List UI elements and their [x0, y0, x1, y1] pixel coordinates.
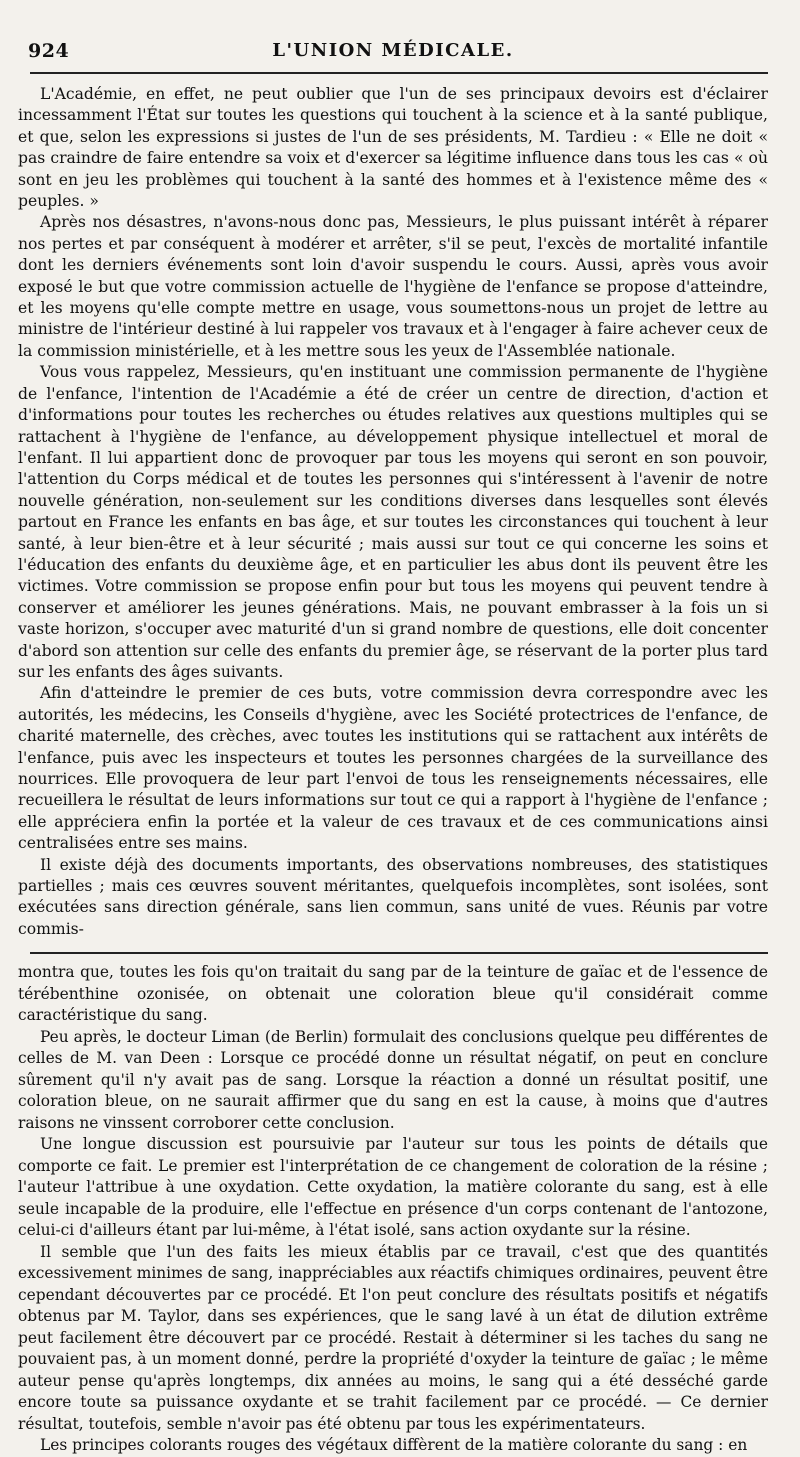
running-header	[18, 0, 768, 72]
paragraph: Les principes colorants rouges des végétaux diffèrent de la matière colorante du sang : en	[40, 1436, 748, 1455]
paragraph: Vous vous rappelez, Messieurs, qu'en instituant une commission permanente de l'hygiène de l'enfance, l'intention de l'Académie a été de créer un centre de direction, d'action et d'informations pour toutes les recherches ou études relatives aux questions multiples qui se rattachent à l'hygiène de l'enfance, au développement physique intellectuel et moral de l'enfant. Il lui appartient donc de provoquer par tous les moyens qui seront en son pouvoir, l'attention du Corps médical et de toutes les personnes qui s'intéressent à l'avenir de notre nouvelle génération, non-seulement sur les conditions diverses dans lesquelles sont élevés partout en France les enfants en bas âge, et sur toutes les circonstances qui touchent à leur santé, à leur bien-être et à leur sécurité ; mais aussi sur tout ce qui concerne les soins et l'éducation des enfants du deuxième âge, et en particulier les abus dont ils peuvent être les victimes. Votre commission se propose enfin pour but tous les moyens qui peuvent tendre à conserver et améliorer les jeunes générations. Mais, ne pouvant embrasser à la fois un si vaste horizon, s'occuper avec maturité d'un si grand nombre de questions, elle doit concenter d'abord son attention sur celle des enfants du premier âge, se réservant de la porter plus tard sur les enfants des âges suivants.	[18, 363, 768, 681]
upper-article-section	[18, 74, 768, 940]
paragraph: Afin d'atteindre le premier de ces buts, votre commission devra correspondre avec les autorités, les médecins, les Conseils d'hygiène, avec les Société protectrices de l'enfance, de charité maternelle, des crèches, avec toutes les institutions qui se rattachent aux intérêts de l'enfance, puis avec les inspecteurs et toutes les personnes chargées de la surveillance des nourrices. Elle provoquera de leur part l'envoi de tous les renseignements nécessaires, elle recueillera le résultat de leurs informations sur tout ce qui a rapport à l'hygiène de l'enfance ; elle appréciera enfin la portée et la valeur de ces travaux et de ces communications ainsi centralisées entre ses mains.	[18, 684, 768, 853]
paragraph: Après nos désastres, n'avons-nous donc pas, Messieurs, le plus puissant intérêt à réparer nos pertes et par conséquent à modérer et arrêter, s'il se peut, l'excès de mortalité infantile dont les derniers événements sont loin d'avoir suspendu le cours. Aussi, après vous avoir exposé le but que votre commission actuelle de l'hygiène de l'enfance se propose d'atteindre, et les moyens qu'elle compte mettre en usage, vous soumettons-nous un projet de lettre au ministre de l'intérieur destiné à lui rappeler vos travaux et à l'engager à faire achever ceux de la commission ministérielle, et à les mettre sous les yeux de l'Assemblée nationale.	[18, 213, 768, 360]
section-divider	[30, 952, 768, 954]
paragraph: Il existe déjà des documents importants, des observations nombreuses, des statistiques partielles ; mais ces œuvres souvent méritantes, quelquefois incomplètes, sont isolées, sont exécutées sans direction générale, sans lien commun, sans unité de vues. Réunis par votre commis-	[18, 855, 768, 938]
page-number: 924	[28, 40, 70, 62]
journal-title: L'UNION MÉDICALE.	[272, 40, 514, 61]
paragraph: Une longue discussion est poursuivie par l'auteur sur tous les points de détails que comporte ce fait. Le premier est l'interprétation de ce changement de coloration de la résine ; l'auteur l'attribue à une oxydation. Cette oxydation, la matière colorante du sang, est à elle seule incapable de la produire, elle l'effectue en présence d'un corps contenant de l'antozone, celui-ci d'ailleurs étant par lui-même, à l'état isolé, sans action oxydante sur la résine.	[18, 1135, 768, 1240]
paragraph: Il semble que l'un des faits les mieux établis par ce travail, c'est que des quantités excessivement minimes de sang, inappréciables aux réactifs chimiques ordinaires, peuvent être cependant découvertes par ce procédé. Et l'on peut conclure des résultats positifs et négatifs obtenus par M. Taylor, dans ses expériences, que le sang lavé à un état de dilution extrême peut facilement être découvert par ce procédé. Restait à déterminer si les taches du sang ne pouvaient pas, à un moment donné, perdre la propriété d'oxyder la teinture de gaïac ; le même auteur pense qu'après longtemps, dix années au moins, le sang qui a été desséché garde encore toute sa puissance oxydante et se trahit facilement par ce procédé. — Ce dernier résultat, toutefois, semble n'avoir pas été obtenu par tous les expérimentateurs.	[18, 1242, 768, 1433]
lower-article-section	[18, 962, 768, 1457]
paragraph: Peu après, le docteur Liman (de Berlin) formulait des conclusions quelque peu différentes de celles de M. van Deen : Lorsque ce procédé donne un résultat négatif, on peut en conclure sûrement qu'il n'y avait pas de sang. Lorsque la réaction a donné un résultat positif, une coloration bleue, on ne saurait affirmer que du sang en est la cause, à moins que d'autres raisons ne vinssent corroborer cette conclusion.	[18, 1027, 768, 1132]
paragraph: L'Académie, en effet, ne peut oublier que l'un de ses principaux devoirs est d'éclairer incessamment l'État sur toutes les questions qui touchent à la science et à la santé publique, et que, selon les expressions si justes de l'un de ses présidents, M. Tardieu : « Elle ne doit « pas craindre de faire entendre sa voix et d'exercer sa légitime influence dans tous les cas « où sont en jeu les problèmes qui touchent à la santé des hommes et à l'existence même des « peuples. »	[18, 85, 768, 211]
paragraph: montra que, toutes les fois qu'on traitait du sang par de la teinture de gaïac et de l'essence de térébenthine ozonisée, on obtenait une coloration bleue qu'il considérait comme caractéristique du sang.	[18, 963, 768, 1025]
